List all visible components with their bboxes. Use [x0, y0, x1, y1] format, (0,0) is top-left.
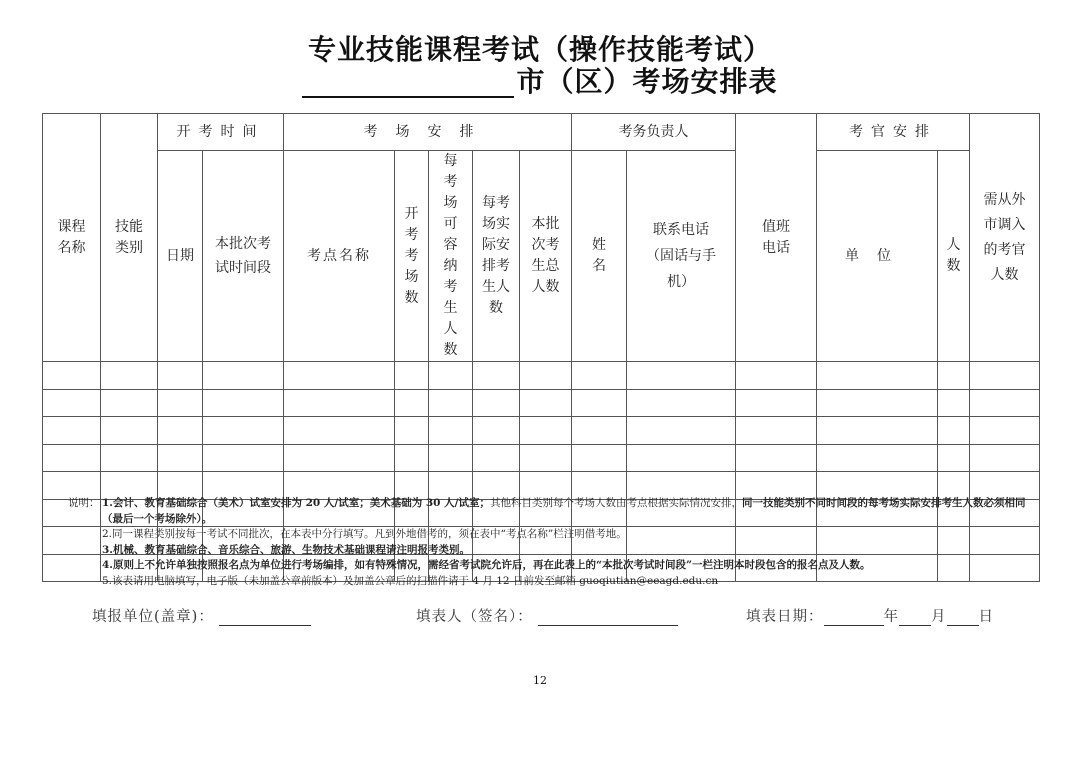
table-cell[interactable]: [938, 362, 970, 390]
header-actual-per-room: 每考场实际安排考生人数: [473, 151, 520, 362]
note-3: 3.机械、教育基础综合、音乐综合、旅游、生物技术基础课程请注明报考类别。: [102, 543, 470, 556]
table-cell[interactable]: [817, 472, 938, 500]
table-cell[interactable]: [736, 444, 817, 472]
table-cell[interactable]: [627, 472, 736, 500]
header-unit: 单位: [817, 151, 938, 362]
notes-section: [68, 496, 1028, 589]
table-cell[interactable]: [284, 444, 395, 472]
table-cell[interactable]: [43, 417, 101, 445]
header-examiner-arrangement: 考官安排: [817, 114, 970, 151]
table-cell[interactable]: [970, 389, 1040, 417]
table-cell[interactable]: [817, 389, 938, 417]
table-cell[interactable]: [101, 472, 158, 500]
table-cell[interactable]: [970, 417, 1040, 445]
header-venue-arrangement: 考场安排: [284, 114, 572, 151]
table-cell[interactable]: [43, 472, 101, 500]
header-rooms-open: 开考考场数: [395, 151, 429, 362]
table-cell[interactable]: [938, 389, 970, 417]
title-line-2: [0, 66, 1080, 98]
table-cell[interactable]: [395, 444, 429, 472]
table-cell[interactable]: [429, 362, 473, 390]
table-cell[interactable]: [736, 362, 817, 390]
year-label: 年: [883, 609, 899, 625]
header-date: 日期: [158, 151, 203, 362]
table-cell[interactable]: [429, 472, 473, 500]
page-number: 12: [533, 674, 547, 687]
note-4b: 再在此表上的“本批次考试时间段”一栏注明本时段包含的报名点及人数。: [532, 559, 871, 571]
table-cell[interactable]: [203, 444, 284, 472]
table-cell[interactable]: [395, 362, 429, 390]
note-1a: 1.会计、教育基础综合（美术）试室安排为 20 人/试室；美术基础为 30 人/试室；: [102, 497, 490, 509]
header-batch-period: 本批次考试时间段: [203, 151, 284, 362]
table-cell[interactable]: [572, 362, 627, 390]
table-cell[interactable]: [627, 389, 736, 417]
title-line-2-text: 市（区）考场安排表: [516, 65, 778, 98]
unit-blank[interactable]: [219, 609, 311, 626]
table-cell[interactable]: [43, 362, 101, 390]
table-cell[interactable]: [101, 417, 158, 445]
table-row: [43, 417, 1040, 445]
year-blank[interactable]: [824, 609, 884, 626]
table-cell[interactable]: [520, 417, 572, 445]
note-1b: 其他科目类别每个考场人数由考点根据实际情况安排，: [489, 497, 742, 509]
table-cell[interactable]: [817, 444, 938, 472]
header-exam-time: 开考时间: [158, 114, 284, 151]
table-cell[interactable]: [520, 362, 572, 390]
table-cell[interactable]: [284, 472, 395, 500]
day-label: 日: [978, 609, 994, 625]
table-cell[interactable]: [736, 389, 817, 417]
header-room-capacity: 每考场可容纳考生人数: [429, 151, 473, 362]
table-row: [43, 472, 1040, 500]
table-cell[interactable]: [572, 417, 627, 445]
table-cell[interactable]: [627, 362, 736, 390]
table-cell[interactable]: [473, 389, 520, 417]
table-cell[interactable]: [520, 444, 572, 472]
table-cell[interactable]: [520, 472, 572, 500]
table-cell[interactable]: [158, 472, 203, 500]
table-cell[interactable]: [938, 444, 970, 472]
table-cell[interactable]: [101, 389, 158, 417]
table-cell[interactable]: [203, 362, 284, 390]
header-external-examiners: 需从外市调入的考官人数: [970, 114, 1040, 362]
table-cell[interactable]: [572, 444, 627, 472]
table-cell[interactable]: [395, 472, 429, 500]
table-cell[interactable]: [473, 417, 520, 445]
unit-signature: [92, 605, 311, 626]
filler-label: 填表人（签名）：: [416, 609, 533, 625]
title-line-1: 专业技能课程考试（操作技能考试）: [307, 33, 772, 66]
table-cell[interactable]: [429, 444, 473, 472]
note-5: 5.该表请用电脑填写，电子版（未加盖公章前版本）及加盖公章后的扫描件请于 4 月 12 日前发至邮箱 guoqiutian@eeagd.edu.cn: [102, 574, 719, 587]
table-cell[interactable]: [158, 444, 203, 472]
fill-date: [746, 605, 994, 626]
header-site-name: 考点名称: [284, 151, 395, 362]
table-cell[interactable]: [429, 417, 473, 445]
note-1c: 同一技能类别不同时间段的每考场实际安排考生人数必须相同（最后一个考场除外）。: [102, 497, 1026, 525]
table-cell[interactable]: [284, 362, 395, 390]
table-cell[interactable]: [970, 362, 1040, 390]
header-batch-total: 本批次考生总人数: [520, 151, 572, 362]
table-cell[interactable]: [627, 417, 736, 445]
city-blank-line[interactable]: [302, 70, 514, 98]
header-count: 人数: [938, 151, 970, 362]
table-cell[interactable]: [203, 389, 284, 417]
month-label: 月: [931, 609, 947, 625]
day-blank[interactable]: [947, 609, 979, 626]
table-cell[interactable]: [572, 472, 627, 500]
table-cell[interactable]: [203, 472, 284, 500]
table-cell[interactable]: [736, 417, 817, 445]
table-cell[interactable]: [158, 362, 203, 390]
table-cell[interactable]: [473, 444, 520, 472]
table-cell[interactable]: [284, 389, 395, 417]
table-cell[interactable]: [395, 389, 429, 417]
table-cell[interactable]: [101, 444, 158, 472]
header-skill-type: 技能类别: [101, 114, 158, 362]
header-affairs-head: 考务负责人: [572, 114, 736, 151]
table-cell[interactable]: [817, 362, 938, 390]
table-row: [43, 444, 1040, 472]
table-cell[interactable]: [101, 362, 158, 390]
table-cell[interactable]: [627, 444, 736, 472]
month-blank[interactable]: [899, 609, 931, 626]
unit-label: 填报单位(盖章)：: [92, 609, 214, 625]
table-cell[interactable]: [203, 417, 284, 445]
table-cell[interactable]: [520, 389, 572, 417]
table-cell[interactable]: [43, 389, 101, 417]
table-row: [43, 362, 1040, 390]
note-2: 2.同一课程类别按每一考试不同批次，在本表中分行填写。凡到外地借考的，须在表中“考点名称”栏注明借考地。: [102, 528, 627, 540]
table-cell[interactable]: [395, 417, 429, 445]
header-course-name: 课程名称: [43, 114, 101, 362]
table-cell[interactable]: [970, 444, 1040, 472]
date-label: 填表日期：: [746, 609, 824, 625]
header-name: 姓名: [572, 151, 627, 362]
table-cell[interactable]: [158, 417, 203, 445]
table-cell[interactable]: [817, 417, 938, 445]
note-4a: 4.原则上不允许单独按照报名点为单位进行考场编排，如有特殊情况，需经省考试院允许后，: [102, 559, 533, 571]
notes-label: 说明：: [68, 497, 100, 509]
table-cell[interactable]: [473, 472, 520, 500]
table-cell[interactable]: [284, 417, 395, 445]
filler-blank[interactable]: [538, 609, 678, 626]
table-cell[interactable]: [938, 417, 970, 445]
table-cell[interactable]: [736, 472, 817, 500]
table-row: [43, 389, 1040, 417]
table-cell[interactable]: [43, 444, 101, 472]
table-cell[interactable]: [158, 389, 203, 417]
table-cell[interactable]: [938, 472, 970, 500]
header-duty-phone: 值班电话: [736, 114, 817, 362]
filler-signature: [416, 605, 678, 626]
table-cell[interactable]: [970, 472, 1040, 500]
header-phone: 联系电话（固话与手机）: [627, 151, 736, 362]
table-cell[interactable]: [572, 389, 627, 417]
table-cell[interactable]: [473, 362, 520, 390]
table-cell[interactable]: [429, 389, 473, 417]
